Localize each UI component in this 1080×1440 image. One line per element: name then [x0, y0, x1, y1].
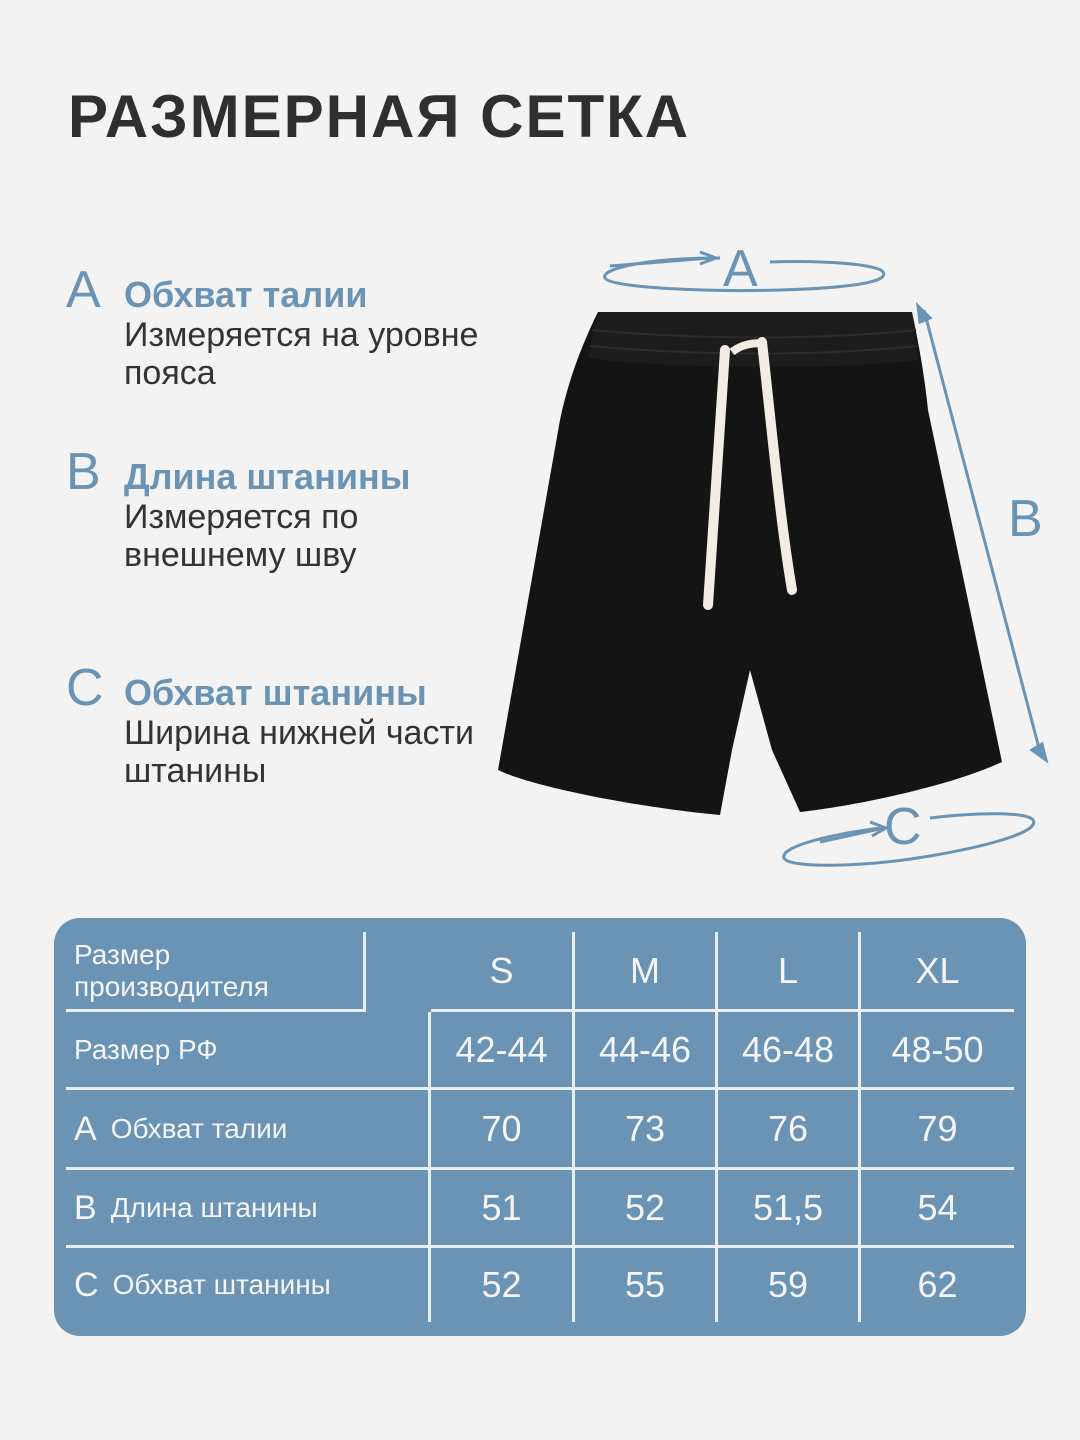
table-row-label	[66, 1248, 431, 1322]
diagram-label-c: C	[884, 798, 922, 856]
table-cell: 54	[861, 1170, 1014, 1248]
row-letter: C	[74, 1266, 99, 1304]
diagram-label-a: A	[723, 240, 758, 298]
row-label-text: Обхват талии	[110, 1112, 288, 1144]
legend-description: Измеряется по внешнему шву	[124, 498, 359, 574]
table-cell: 79	[861, 1090, 1014, 1170]
legend-description: Ширина нижней части штанины	[124, 714, 475, 790]
table-cell: 52	[431, 1248, 575, 1322]
table-cell: 59	[718, 1248, 861, 1322]
table-cell: 70	[431, 1090, 575, 1170]
row-letter: A	[74, 1109, 97, 1148]
legend-letter: B	[66, 443, 101, 501]
page-title: РАЗМЕРНАЯ СЕТКА	[68, 83, 691, 150]
table-header-size: L	[718, 932, 861, 1012]
legend-letter: A	[66, 261, 101, 319]
table-row-label	[66, 1012, 431, 1090]
table-cell: 62	[917, 1264, 958, 1305]
size-table	[54, 918, 1026, 1336]
table-row-label	[66, 1170, 431, 1248]
table-header-size: S	[431, 932, 575, 1012]
row-label-text: Обхват штанины	[112, 1269, 331, 1300]
legend-description: Измеряется на уровне пояса	[124, 316, 479, 392]
table-header-label: Размер производителя	[66, 932, 366, 1012]
table-cell: 42-44	[431, 1012, 575, 1090]
table-row-label	[66, 1090, 431, 1170]
table-cell: 48-50	[861, 1012, 1014, 1090]
shorts-image	[498, 312, 1002, 815]
table-cell: 46-48	[718, 1012, 861, 1090]
row-letter: B	[74, 1188, 97, 1227]
legend-letter: C	[66, 659, 104, 717]
diagram-label-b: B	[1008, 490, 1043, 548]
legend-name: Обхват талии	[124, 274, 368, 315]
table-cell: 55	[575, 1248, 718, 1322]
row-label-text: Размер РФ	[74, 1033, 218, 1065]
table-cell: 76	[718, 1090, 861, 1170]
table-cell: 51,5	[718, 1170, 861, 1248]
legend-name: Длина штанины	[124, 456, 411, 497]
size-table-grid	[66, 932, 1014, 1322]
shorts-diagram	[480, 230, 1080, 890]
table-cell: 73	[575, 1090, 718, 1170]
table-header-size: M	[575, 932, 718, 1012]
table-header-size: XL	[861, 932, 1014, 1012]
table-cell: 44-46	[575, 1012, 718, 1090]
row-label-text: Длина штанины	[110, 1191, 318, 1223]
legend-name: Обхват штанины	[124, 672, 427, 713]
table-cell: 51	[431, 1170, 575, 1248]
table-cell: 52	[575, 1170, 718, 1248]
